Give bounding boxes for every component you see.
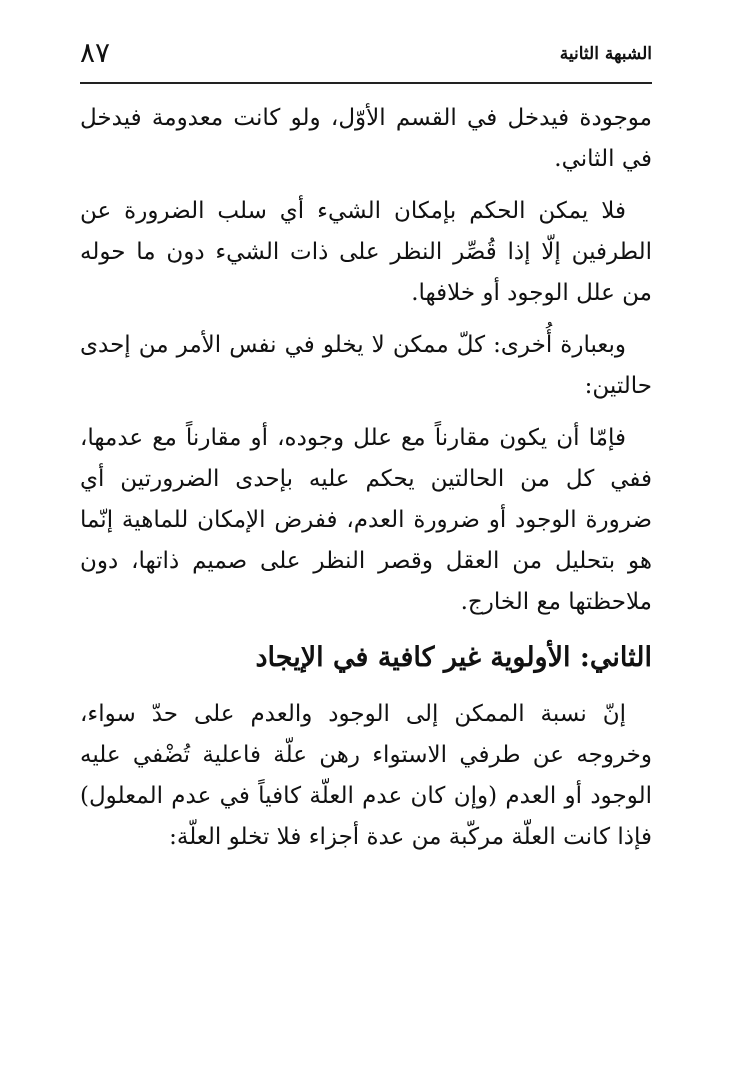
- paragraph-5-text: إنّ نسبة الممكن إلى الوجود والعدم على حدّ سواء، وخروجه عن طرفي الاستواء رهن علّة فاعلية تُضْفي عليه الوجود أو العدم (وإن كان عدم العلّة كافياً في عدم المعلول) فإذا كانت العلّة مركّبة من عدة أجزاء فلا تخلو العلّة:: [80, 701, 652, 850]
- paragraph-1-text: موجودة فيدخل في القسم الأوّل، ولو كانت معدومة فيدخل في الثاني.: [80, 105, 652, 172]
- page-number: ٨٧: [80, 36, 111, 69]
- running-title: الشبهة الثانية: [559, 44, 652, 64]
- paragraph-3-text: وبعبارة أُخرى: كلّ ممكن لا يخلو في نفس الأمر من إحدى حالتين:: [80, 332, 652, 399]
- paragraph-2: [80, 191, 652, 314]
- paragraph-4: [80, 418, 652, 623]
- page-header: [80, 30, 652, 84]
- paragraph-2-text: فلا يمكن الحكم بإمكان الشيء أي سلب الضرورة عن الطرفين إلّا إذا قُصِّر النظر على ذات الشيء دون ما حوله من علل الوجود أو خلافها.: [80, 198, 653, 306]
- paragraph-5: [80, 694, 652, 858]
- paragraph-1: [80, 98, 652, 180]
- paragraph-4-text: فإمّا أن يكون مقارناً مع علل وجوده، أو مقارناً مع عدمها، ففي كل من الحالتين يحكم عليه بإحدى الضرورتين أي ضرورة الوجود أو ضرورة العدم، ففرض الإمكان للماهية إنّما هو بتحليل من العقل وقصر النظر على صميم ذاتها، دون ملاحظتها مع الخارج.: [80, 425, 652, 615]
- body-text: [80, 98, 652, 869]
- paragraph-3: [80, 325, 652, 407]
- section-heading: الثاني: الأولوية غير كافية في الإيجاد: [255, 642, 652, 673]
